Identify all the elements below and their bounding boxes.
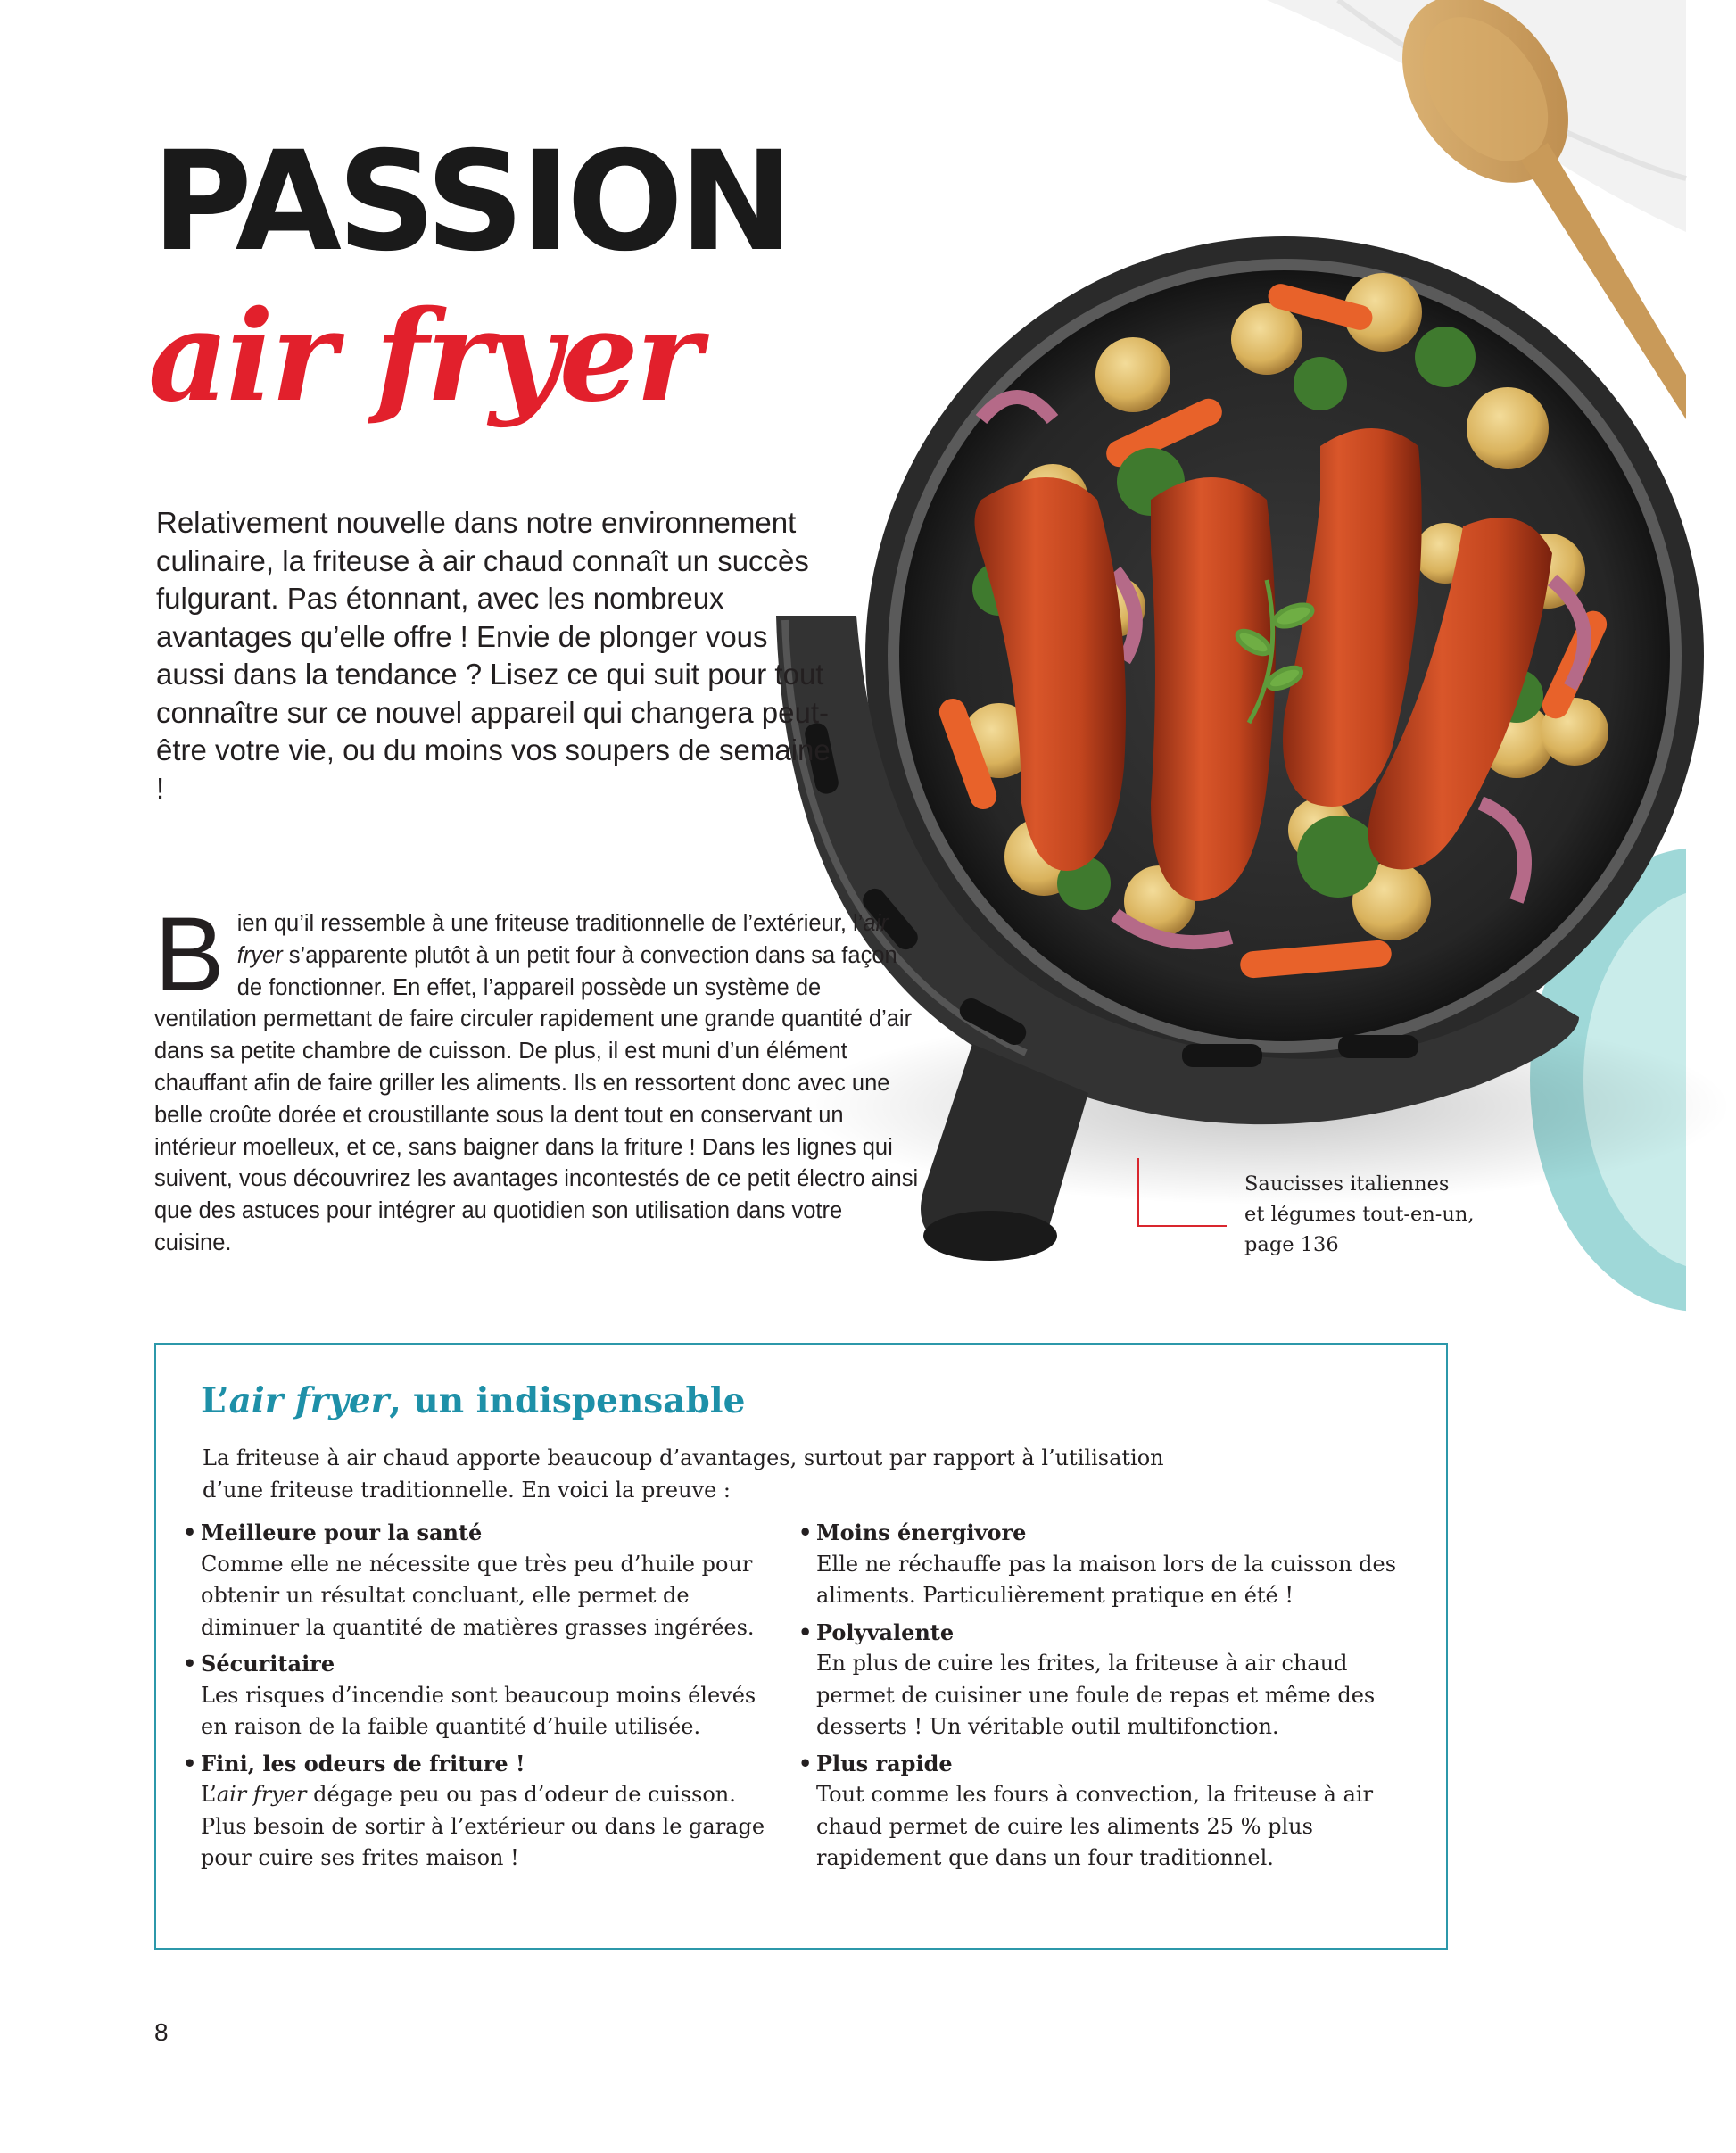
photo-caption (1244, 1169, 1530, 1260)
item-body: Elle ne réchauffe pas la maison lors de la cuisson des aliments. Particulièrement pratique en été ! (816, 1551, 1397, 1608)
title-air-fryer: air fryer (148, 284, 699, 430)
item-body: Tout comme les fours à convection, la friteuse à air chaud permet de cuire les aliments 25 % plus rapidement que dans un four traditionnel. (816, 1782, 1374, 1870)
caption-rule (1137, 1158, 1227, 1227)
list-item (183, 1748, 772, 1875)
body-text-part1: ien qu’il ressemble à une friteuse traditionnelle de l’extérieur, l’ (236, 911, 864, 936)
item-body-italic: air fryer (216, 1782, 307, 1807)
caption-line-1: Saucisses italiennes (1244, 1172, 1450, 1196)
page-number: 8 (154, 2018, 169, 2046)
list-item (183, 1648, 772, 1743)
caption-page-ref: page 136 (1244, 1233, 1339, 1256)
item-body: Les risques d’incendie sont beaucoup moins élevés en raison de la faible quantité d’huile utilisée. (201, 1682, 756, 1739)
item-body-text: dégage peu ou pas d’odeur de cuisson. Plus besoin de sortir à l’extérieur ou dans le garage pour cuire ses frites maison ! (201, 1782, 765, 1870)
intro-paragraph: Relativement nouvelle dans notre environnement culinaire, la friteuse à air chaud connaît un succès fulgurant. Pas étonnant, avec les nombreux avantages qu’elle offre ! Envie de plonger vous aussi dans la tendance ? Lisez ce qui suit pour tout connaître sur ce nouvel appareil qui changera peut-être votre vie, ou du moins vos soupers de semaine ! (156, 506, 831, 805)
drop-cap: B (154, 896, 225, 1014)
body-text-part2: s’apparente plutôt à un petit four à convection dans sa façon de fonctionner. En effet, l’appareil possède un système de ventilation permettant de faire circuler rapidement une grande quantité d’air dans sa petite chambre de cuisson. De plus, il est muni d’un élément chauffant afin de faire griller les aliments. Ils en ressortent donc avec une belle croûte dorée et croustillante sous la dent tout en conservant un intérieur moelleux, et ce, sans baigner dans la friture ! Dans les lignes qui suivent, vous découvrirez les avantages incontestés de ce petit électro ainsi que des astuces pour intégrer au quotidien son utilisation dans votre cuisine. (154, 942, 919, 1255)
item-body-prefix: L’ (201, 1782, 217, 1807)
box-title (201, 1380, 746, 1421)
advantages-box (154, 1343, 1448, 1950)
bullet-icon: • (798, 1619, 813, 1645)
box-column-right (798, 1517, 1405, 1879)
box-title-prefix: L’ (201, 1380, 229, 1421)
item-heading: Moins énergivore (816, 1520, 1027, 1545)
list-item (183, 1517, 772, 1644)
box-column-left (183, 1517, 772, 1879)
body-text-italic: air fryer (236, 911, 889, 968)
bullet-icon: • (183, 1520, 197, 1545)
item-body (183, 1779, 772, 1875)
list-item (798, 1517, 1405, 1612)
item-heading: Plus rapide (816, 1750, 953, 1776)
caption-line-2: et légumes tout-en-un, (1244, 1203, 1475, 1226)
bullet-icon: • (183, 1651, 197, 1677)
bullet-icon: • (798, 1750, 813, 1776)
box-title-italic: air fryer (228, 1380, 390, 1421)
item-heading: Fini, les odeurs de friture ! (201, 1750, 525, 1776)
item-heading: Meilleure pour la santé (201, 1520, 483, 1545)
list-item (798, 1748, 1405, 1875)
bullet-icon: • (798, 1520, 813, 1545)
list-item (798, 1617, 1405, 1743)
box-title-suffix: , un indispensable (389, 1380, 746, 1421)
bullet-icon: • (183, 1750, 197, 1776)
body-paragraph (154, 896, 922, 1260)
item-body: En plus de cuire les frites, la friteuse à air chaud permet de cuisiner une foule de repas et même des desserts ! Un véritable outil multifonction. (816, 1651, 1376, 1739)
box-intro: La friteuse à air chaud apporte beaucoup d’avantages, surtout par rapport à l’utilisation d’une friteuse traditionnelle. En voici la preuve : (203, 1445, 1164, 1503)
title-passion: PASSION (152, 122, 789, 282)
item-body: Comme elle ne nécessite que très peu d’huile pour obtenir un résultat concluant, elle permet de diminuer la quantité de matières grasses ingérées. (201, 1551, 755, 1640)
item-heading: Sécuritaire (201, 1651, 335, 1677)
item-heading: Polyvalente (816, 1619, 955, 1645)
